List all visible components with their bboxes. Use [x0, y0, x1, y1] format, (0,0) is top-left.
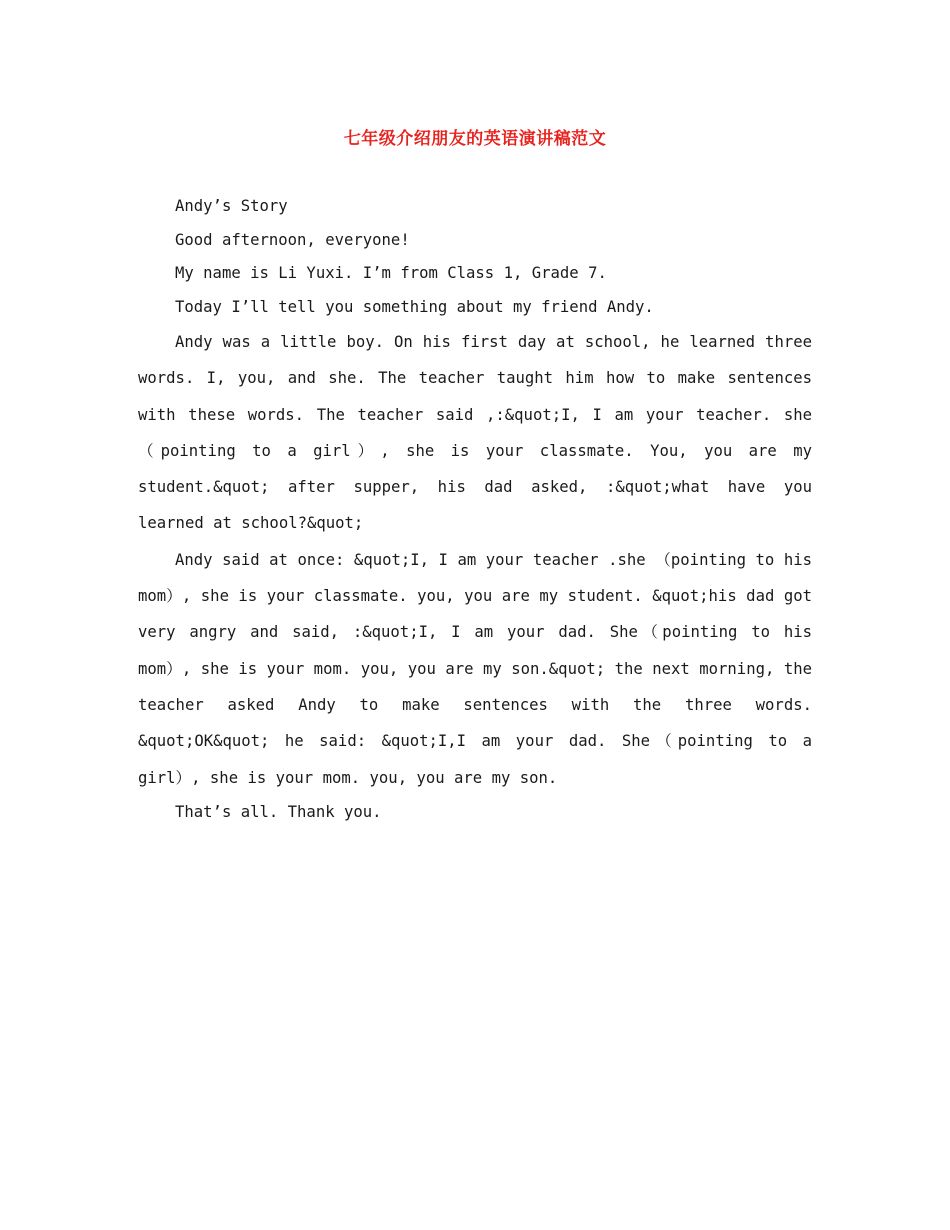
greeting-line: Good afternoon, everyone! [175, 230, 410, 249]
closing-line: That’s all. Thank you. [175, 802, 382, 821]
story-paragraph-2: Andy said at once: &quot;I, I am your teacher .she （pointing to his mom）, she is your classmate. you, you are my student. &quot;his dad got very angry and said, :&quot;I, I am your dad. She（pointing to his mom）, she is your mom. you, you are my son.&quot; the next morning, the teacher asked Andy to make sentences with the three words. &quot;OK&quot; he said: &quot;I,I am your dad. She（pointing to a girl）, she is your mom. you, you are my son. [138, 550, 812, 787]
document-body [138, 190, 812, 829]
document-title: 七年级介绍朋友的英语演讲稿范文 [343, 129, 607, 149]
intro-line: My name is Li Yuxi. I’m from Class 1, Grade 7. [175, 264, 607, 282]
story-title: Andy’s Story [175, 197, 288, 215]
story-paragraph-1: Andy was a little boy. On his first day at school, he learned three words. I, you, and she. The teacher taught him how to make sentences with these words. The teacher said ,:&quot;I, I am your teacher. she（pointing to a girl）, she is your classmate. You, you are my student.&quot; after supper, his dad asked, :&quot;what have you learned at school?&quot; [138, 333, 812, 533]
topic-line: Today I’ll tell you something about my friend Andy. [175, 297, 654, 316]
